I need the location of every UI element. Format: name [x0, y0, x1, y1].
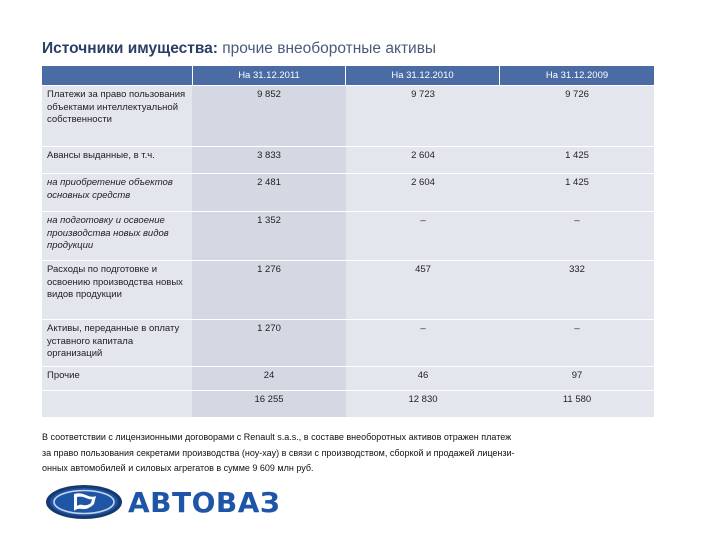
brand-name: АВТОВАЗ: [128, 486, 281, 519]
value-2011: 1 276: [192, 261, 346, 319]
row-label: Авансы выданные, в т.ч.: [47, 150, 155, 161]
footnote-line: В соответствии с лицензионными договорами с Renault s.a.s., в составе внеоборотных активов отражен платеж: [42, 432, 512, 442]
row-label: на подготовку и освоение производства новых видов продукции: [47, 215, 169, 251]
value-2011: 1 352: [192, 212, 346, 260]
value-2009: 332: [569, 264, 585, 275]
value-2010: –: [420, 215, 426, 226]
row-label: на приобретение объектов основных средств: [47, 177, 173, 201]
table-row: [42, 212, 654, 261]
value-2011: 24: [192, 367, 346, 390]
value-2010: –: [420, 323, 426, 334]
value-2011: 3 833: [192, 147, 346, 173]
value-2009: 9 726: [565, 89, 589, 100]
value-2010: 2 604: [411, 177, 435, 188]
footnote: [42, 430, 562, 477]
table-total-row: [42, 391, 654, 418]
assets-table: [42, 66, 654, 418]
value-2009: 1 425: [565, 150, 589, 161]
footnote-line: онных автомобилей и силовых агрегатов в сумме 9 609 млн руб.: [42, 463, 314, 473]
title-bold: Источники имущества:: [42, 40, 218, 57]
value-2010: 2 604: [411, 150, 435, 161]
value-2010: 46: [417, 370, 429, 381]
value-2009: 1 425: [565, 177, 589, 188]
total-2011: 16 255: [192, 391, 346, 417]
total-2009: 11 580: [562, 394, 592, 405]
row-label: Активы, переданные в оплату уставного капитала организаций: [47, 323, 180, 359]
table-row: [42, 147, 654, 174]
header-cell-empty: [42, 66, 192, 85]
header-cell-2009: На 31.12.2009: [545, 70, 609, 81]
row-label: Платежи за право пользования объектами интеллектуальной собственности: [47, 89, 186, 125]
footnote-line: за право пользования секретами производства (ноу-хау) в связи с производством, сборкой и продажей лицензи-: [42, 447, 515, 458]
header-cell-2010: На 31.12.2010: [346, 66, 500, 85]
value-2009: –: [574, 323, 580, 334]
page-title: [42, 40, 436, 58]
title-light: прочие внеоборотные активы: [222, 40, 437, 57]
table-row: [42, 320, 654, 367]
value-2010: 9 723: [411, 89, 435, 100]
value-2009: –: [574, 215, 580, 226]
table-row: [42, 261, 654, 320]
table-row: [42, 86, 654, 147]
row-label: [42, 391, 192, 417]
table-header-row: [42, 66, 654, 86]
header-cell-2011: На 31.12.2011: [192, 66, 346, 85]
value-2011: 9 852: [192, 86, 346, 146]
row-label: Расходы по подготовке и освоению производства новых видов продукции: [47, 264, 183, 300]
value-2009: 97: [571, 370, 583, 381]
value-2011: 2 481: [192, 174, 346, 211]
total-2010: 12 830: [408, 394, 438, 405]
value-2011: 1 270: [192, 320, 346, 366]
table-row: [42, 367, 654, 391]
row-label: Прочие: [47, 370, 80, 381]
table-row: [42, 174, 654, 212]
value-2010: 457: [415, 264, 431, 275]
